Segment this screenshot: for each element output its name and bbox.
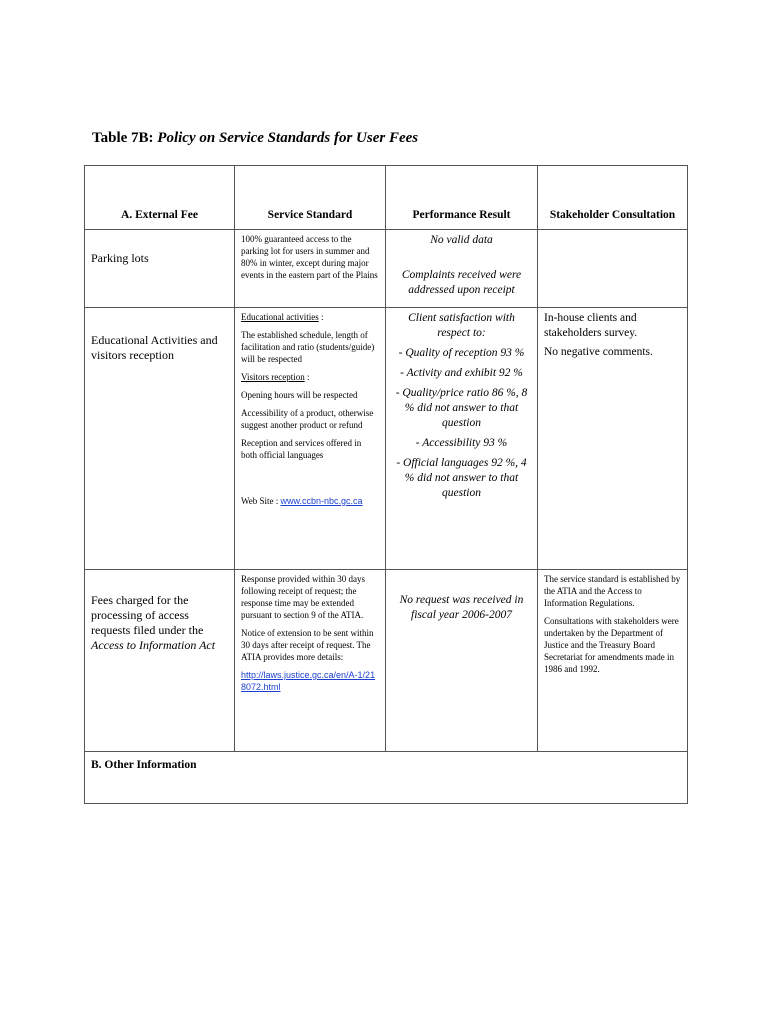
performance-text: - Activity and exhibit 92 % — [400, 367, 523, 379]
performance-text: No request was received in fiscal year 2006-2007 — [399, 594, 524, 621]
other-info-row — [85, 752, 688, 804]
performance-text: - Accessibility 93 % — [415, 437, 508, 449]
standard-heading: Visitors reception — [241, 372, 305, 382]
web-site-label: Web Site : — [241, 496, 279, 506]
fee-name: Fees charged for the processing of access requests filed under the Access to Information Act — [91, 593, 216, 652]
stakeholder-text: No negative comments. — [544, 346, 653, 358]
performance-text: Complaints received were addressed upon receipt — [401, 269, 522, 296]
performance-cell — [386, 570, 538, 752]
performance-text: - Official languages 92 %, 4 % did not answer to that question — [396, 457, 527, 499]
stakeholder-text: In-house clients and stakeholders survey. — [544, 312, 638, 339]
table-row — [85, 308, 688, 570]
performance-text: No valid data — [430, 234, 493, 246]
performance-cell — [386, 230, 538, 308]
fee-cell — [85, 308, 235, 570]
ati-link[interactable]: http://laws.justice.gc.ca/en/A-1/218072.html — [241, 670, 376, 692]
stakeholder-text: Consultations with stakeholders were undertaken by the Department of Justice and the Treasury Board Secretariat for amendments made in 1986 and 1992. — [544, 616, 679, 674]
stakeholder-cell — [538, 570, 688, 752]
web-site-link[interactable]: www.ccbn-nbc.gc.ca — [280, 496, 363, 506]
stakeholder-cell — [538, 308, 688, 570]
table-row — [85, 570, 688, 752]
standard-text: Notice of extension to be sent within 30 days after receipt of request. The ATIA provides more details: — [241, 628, 374, 662]
standard-text: Response provided within 30 days following receipt of request; the response time may be extended pursuant to section 9 of the ATIA. — [241, 574, 365, 620]
title-italic: Policy on Service Standards for User Fees — [157, 130, 419, 146]
standard-cell: Educational activities : The established schedule, length of facilitation and ratio (students/guide) will be respected Visitors reception : Opening hours will be respected Accessibility of a product, otherwise suggest another product or refund Reception and services offered in both official languages Web Site : www.ccbn-nbc.gc.ca — [235, 308, 386, 570]
title-prefix: Table 7B: — [92, 130, 154, 146]
fee-name: Educational Activities and visitors reception — [91, 333, 218, 362]
header-external-fee: A. External Fee — [85, 166, 235, 230]
fee-cell — [85, 230, 235, 308]
performance-cell — [386, 308, 538, 570]
table-row — [85, 230, 688, 308]
performance-text: - Quality/price ratio 86 %, 8 % did not answer to that question — [395, 387, 528, 429]
header-row — [85, 166, 688, 230]
performance-text: Client satisfaction with respect to: — [408, 312, 515, 339]
fee-name: Parking lots — [91, 251, 149, 265]
other-info-heading: B. Other Information — [85, 752, 688, 804]
stakeholder-text: The service standard is established by the ATIA and the Access to Information Regulations. — [544, 574, 681, 608]
standard-text: Opening hours will be respected — [241, 390, 358, 400]
header-service-standard: Service Standard — [235, 166, 386, 230]
header-performance-result: Performance Result — [386, 166, 538, 230]
stakeholder-cell — [538, 230, 688, 308]
standard-text: 100% guaranteed access to the parking lot for users in summer and 80% in winter, except during major events in the eastern part of the Plains — [241, 234, 378, 280]
standard-cell — [235, 230, 386, 308]
standard-text: Accessibility of a product, otherwise suggest another product or refund — [241, 408, 374, 430]
standard-heading: Educational activities — [241, 312, 319, 322]
standard-text: Reception and services offered in both official languages — [241, 438, 362, 460]
page-title — [92, 130, 418, 147]
performance-text: - Quality of reception 93 % — [398, 347, 525, 359]
header-stakeholder-consultation: Stakeholder Consultation — [538, 166, 688, 230]
service-standards-table — [84, 165, 688, 804]
standard-text: The established schedule, length of facilitation and ratio (students/guide) will be respected — [241, 330, 375, 364]
fee-cell — [85, 570, 235, 752]
standard-cell — [235, 570, 386, 752]
